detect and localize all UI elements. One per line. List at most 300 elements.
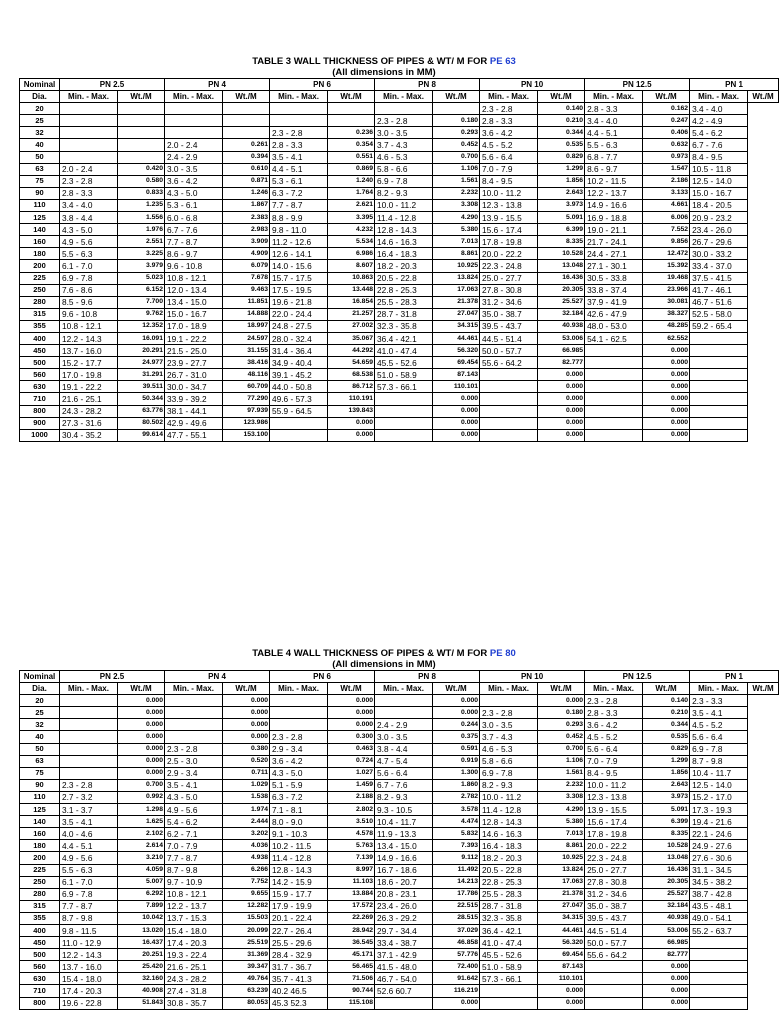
weight-per-meter-cell: 22.269	[328, 912, 375, 924]
thickness-range-cell: 27.8 - 30.8	[480, 284, 538, 296]
nominal-dia-cell: 125	[20, 212, 60, 224]
weight-per-meter-cell: 36.545	[328, 937, 375, 949]
thickness-range-cell: 23.9 - 27.7	[165, 357, 223, 369]
thickness-range-cell: 21.6 - 25.1	[60, 393, 118, 405]
thickness-range-cell: 13.9 - 15.5	[480, 212, 538, 224]
weight-per-meter-cell: 0.000	[643, 961, 690, 973]
thickness-range-cell	[480, 417, 538, 429]
weight-per-meter-cell: 16.854	[328, 296, 375, 308]
thickness-range-cell	[585, 961, 643, 973]
thickness-range-cell	[165, 707, 223, 719]
thickness-range-cell	[60, 139, 118, 151]
weight-per-meter-cell: 23.966	[643, 284, 690, 296]
weight-per-meter-cell: 1.240	[328, 175, 375, 187]
thickness-range-cell: 13.7 - 16.0	[60, 961, 118, 973]
weight-per-meter-cell: 31.369	[223, 949, 270, 961]
weight-per-meter-cell: 0.354	[328, 139, 375, 151]
thickness-range-cell: 3.0 - 3.5	[375, 127, 433, 139]
thickness-range-cell: 12.2 - 13.7	[585, 187, 643, 199]
thickness-range-cell: 5.8 - 6.6	[375, 163, 433, 175]
weight-per-meter-cell: 32.184	[643, 900, 690, 912]
thickness-range-cell: 55.6 - 64.2	[585, 949, 643, 961]
thickness-range-cell	[690, 357, 748, 369]
thickness-range-cell: 6.2 - 7.1	[165, 828, 223, 840]
thickness-range-cell: 13.4 - 15.0	[375, 840, 433, 852]
weight-per-meter-cell: 0.919	[433, 755, 480, 767]
thickness-range-cell: 5.3 - 6.1	[165, 199, 223, 211]
weight-per-meter-cell: 31.291	[118, 369, 165, 381]
weight-per-meter-cell: 1.027	[328, 767, 375, 779]
weight-per-meter-cell: 0.000	[538, 985, 585, 997]
thickness-range-cell: 7.7 - 8.7	[60, 900, 118, 912]
thickness-range-cell: 14.6 - 16.3	[375, 236, 433, 248]
thickness-range-cell: 2.3 - 2.8	[60, 779, 118, 791]
thickness-range-cell	[585, 973, 643, 985]
thickness-range-cell: 17.8 - 19.8	[585, 828, 643, 840]
thickness-range-cell: 6.7 - 7.6	[690, 139, 748, 151]
thickness-range-cell: 8.0 - 9.0	[270, 816, 328, 828]
thickness-range-cell	[375, 393, 433, 405]
thickness-range-cell: 50.0 - 57.7	[585, 937, 643, 949]
thickness-range-cell: 25.5 - 28.3	[375, 296, 433, 308]
thickness-range-cell	[60, 767, 118, 779]
thickness-range-cell: 15.4 - 18.0	[165, 924, 223, 936]
table-3	[19, 78, 779, 442]
thickness-range-cell: 12.5 - 14.0	[690, 175, 748, 187]
thickness-range-cell: 17.4 - 20.3	[165, 937, 223, 949]
weight-per-meter-cell: 44.461	[433, 332, 480, 344]
thickness-range-cell: 41.7 - 46.1	[690, 284, 748, 296]
column-group-header: PN 4	[165, 79, 270, 91]
weight-per-meter-cell: 14.213	[433, 876, 480, 888]
weight-per-meter-cell: 0.973	[643, 151, 690, 163]
weight-per-meter-cell: 16.436	[538, 272, 585, 284]
table-row	[20, 876, 779, 888]
weight-per-meter-cell: 97.939	[223, 405, 270, 417]
thickness-range-cell: 20.5 - 22.8	[480, 864, 538, 876]
thickness-range-cell: 47.7 - 55.1	[165, 429, 223, 441]
column-header-range: Min. - Max.	[585, 91, 643, 103]
thickness-range-cell: 35.7 - 41.3	[270, 973, 328, 985]
table-row	[20, 743, 779, 755]
thickness-range-cell: 15.6 - 17.4	[585, 816, 643, 828]
weight-per-meter-cell: 13.448	[328, 284, 375, 296]
thickness-range-cell: 36.4 - 42.1	[480, 924, 538, 936]
weight-per-meter-cell: 0.000	[328, 695, 375, 707]
thickness-range-cell	[480, 985, 538, 997]
thickness-range-cell: 3.4 - 4.0	[60, 199, 118, 211]
weight-per-meter-cell: 13.824	[433, 272, 480, 284]
weight-per-meter-cell: 1.856	[538, 175, 585, 187]
nominal-dia-cell: 25	[20, 115, 60, 127]
nominal-dia-cell: 400	[20, 332, 60, 344]
weight-per-meter-cell: 2.782	[433, 791, 480, 803]
weight-per-meter-cell: 8.997	[328, 864, 375, 876]
nominal-dia-cell: 710	[20, 985, 60, 997]
thickness-range-cell: 17.8 - 19.8	[480, 236, 538, 248]
weight-per-meter-cell	[118, 103, 165, 115]
column-header-range: Min. - Max.	[690, 91, 748, 103]
thickness-range-cell	[480, 393, 538, 405]
thickness-range-cell	[270, 429, 328, 441]
weight-per-meter-cell: 1.625	[118, 816, 165, 828]
thickness-range-cell: 13.7 - 15.3	[165, 912, 223, 924]
weight-per-meter-cell: 110.101	[538, 973, 585, 985]
weight-per-meter-cell: 16.437	[118, 937, 165, 949]
thickness-range-cell: 54.1 - 62.5	[585, 332, 643, 344]
thickness-range-cell	[60, 707, 118, 719]
thickness-range-cell: 17.0 - 19.8	[60, 369, 118, 381]
thickness-range-cell: 7.7 - 8.7	[165, 852, 223, 864]
weight-per-meter-cell: 4.578	[328, 828, 375, 840]
thickness-range-cell: 23.4 - 26.0	[375, 900, 433, 912]
thickness-range-cell: 55.2 - 63.7	[690, 924, 748, 936]
weight-per-meter-cell: 0.535	[538, 139, 585, 151]
weight-per-meter-cell: 51.843	[118, 997, 165, 1009]
weight-per-meter-cell: 0.000	[328, 429, 375, 441]
column-header-weight: Wt./M	[223, 683, 270, 695]
weight-per-meter-cell: 48.285	[643, 320, 690, 332]
thickness-range-cell: 4.6 - 5.3	[480, 743, 538, 755]
weight-per-meter-cell: 123.986	[223, 417, 270, 429]
thickness-range-cell	[585, 405, 643, 417]
weight-per-meter-cell	[223, 127, 270, 139]
subheader-row	[20, 683, 779, 695]
thickness-range-cell: 51.0 - 58.9	[480, 961, 538, 973]
table-row	[20, 199, 779, 211]
weight-per-meter-cell: 0.000	[643, 393, 690, 405]
weight-per-meter-cell	[223, 103, 270, 115]
thickness-range-cell: 8.4 - 9.5	[480, 175, 538, 187]
thickness-range-cell: 28.4 - 32.9	[270, 949, 328, 961]
weight-per-meter-cell: 3.973	[538, 199, 585, 211]
weight-per-meter-cell: 7.752	[223, 876, 270, 888]
column-header-weight: Wt./M	[118, 91, 165, 103]
weight-per-meter-cell: 0.000	[643, 369, 690, 381]
weight-per-meter-cell: 0.344	[643, 719, 690, 731]
thickness-range-cell	[270, 719, 328, 731]
weight-per-meter-cell: 0.463	[328, 743, 375, 755]
weight-per-meter-cell: 24.597	[223, 332, 270, 344]
thickness-range-cell: 12.2 - 13.7	[165, 900, 223, 912]
thickness-range-cell: 31.4 - 36.4	[270, 345, 328, 357]
thickness-range-cell: 6.3 - 7.2	[270, 187, 328, 199]
thickness-range-cell	[60, 103, 118, 115]
thickness-range-cell: 37.9 - 41.9	[585, 296, 643, 308]
table-row	[20, 828, 779, 840]
thickness-range-cell: 9.1 - 10.3	[270, 828, 328, 840]
thickness-range-cell: 8.6 - 9.7	[165, 248, 223, 260]
thickness-range-cell: 6.7 - 7.6	[375, 779, 433, 791]
weight-per-meter-cell: 11.492	[433, 864, 480, 876]
thickness-range-cell: 2.3 - 2.8	[165, 743, 223, 755]
thickness-range-cell: 46.7 - 51.6	[690, 296, 748, 308]
weight-per-meter-cell: 38.327	[643, 308, 690, 320]
nominal-dia-cell: 75	[20, 175, 60, 187]
column-group-header: PN 1	[690, 671, 779, 683]
thickness-range-cell: 16.4 - 18.3	[480, 840, 538, 852]
table-row	[20, 924, 779, 936]
weight-per-meter-cell: 1.106	[433, 163, 480, 175]
thickness-range-cell: 4.7 - 5.4	[375, 755, 433, 767]
nominal-dia-cell: 250	[20, 284, 60, 296]
thickness-range-cell: 12.3 - 13.8	[585, 791, 643, 803]
weight-per-meter-cell: 8.861	[538, 840, 585, 852]
weight-per-meter-cell: 10.925	[433, 260, 480, 272]
weight-per-meter-cell: 1.300	[433, 767, 480, 779]
thickness-range-cell: 2.3 - 2.8	[480, 103, 538, 115]
weight-per-meter-cell: 0.992	[118, 791, 165, 803]
thickness-range-cell	[375, 417, 433, 429]
weight-per-meter-cell: 0.293	[538, 719, 585, 731]
column-header-range: Min. - Max.	[60, 683, 118, 695]
table-row	[20, 284, 779, 296]
weight-per-meter-cell: 9.655	[223, 888, 270, 900]
column-group-header: PN 2.5	[60, 671, 165, 683]
thickness-range-cell: 20.1 - 22.4	[270, 912, 328, 924]
thickness-range-cell: 2.9 - 3.4	[165, 767, 223, 779]
table-4-subtitle: (All dimensions in MM)	[332, 659, 436, 670]
weight-per-meter-cell: 0.180	[538, 707, 585, 719]
weight-per-meter-cell: 13.048	[643, 852, 690, 864]
weight-per-meter-cell: 25.527	[538, 296, 585, 308]
thickness-range-cell: 2.3 - 2.8	[480, 707, 538, 719]
table-row	[20, 103, 779, 115]
thickness-range-cell	[585, 369, 643, 381]
weight-per-meter-cell: 9.762	[118, 308, 165, 320]
thickness-range-cell: 13.9 - 15.5	[585, 804, 643, 816]
weight-per-meter-cell: 0.000	[433, 997, 480, 1009]
thickness-range-cell: 11.4 - 12.8	[270, 852, 328, 864]
weight-per-meter-cell: 54.659	[328, 357, 375, 369]
thickness-range-cell: 3.7 - 4.3	[480, 731, 538, 743]
weight-per-meter-cell: 1.299	[538, 163, 585, 175]
table-3-title: TABLE 3 WALL THICKNESS OF PIPES & WT/ M FOR PE 63	[252, 56, 516, 67]
nominal-dia-cell: 25	[20, 707, 60, 719]
weight-per-meter-cell: 10.925	[538, 852, 585, 864]
thickness-range-cell: 28.7 - 31.8	[375, 308, 433, 320]
thickness-range-cell: 3.4 - 4.0	[690, 103, 748, 115]
weight-per-meter-cell: 13.824	[538, 864, 585, 876]
column-header-range: Min. - Max.	[270, 91, 328, 103]
column-header-dia: Dia.	[20, 91, 60, 103]
column-header-range: Min. - Max.	[270, 683, 328, 695]
weight-per-meter-cell: 40.938	[643, 912, 690, 924]
thickness-range-cell: 5.5 - 6.3	[60, 864, 118, 876]
weight-per-meter-cell: 0.000	[433, 429, 480, 441]
weight-per-meter-cell: 0.140	[538, 103, 585, 115]
thickness-range-cell: 17.3 - 19.3	[690, 804, 748, 816]
table-row	[20, 345, 779, 357]
weight-per-meter-cell: 0.000	[643, 357, 690, 369]
weight-per-meter-cell: 44.461	[538, 924, 585, 936]
thickness-range-cell: 19.4 - 21.6	[690, 816, 748, 828]
weight-per-meter-cell: 48.116	[223, 369, 270, 381]
thickness-range-cell	[690, 405, 748, 417]
weight-per-meter-cell: 12.472	[643, 248, 690, 260]
thickness-range-cell: 15.2 - 17.0	[690, 791, 748, 803]
column-group-header: PN 6	[270, 671, 375, 683]
weight-per-meter-cell: 86.712	[328, 381, 375, 393]
thickness-range-cell: 34.5 - 38.2	[690, 876, 748, 888]
weight-per-meter-cell: 0.869	[328, 163, 375, 175]
thickness-range-cell	[165, 127, 223, 139]
weight-per-meter-cell: 0.000	[433, 393, 480, 405]
nominal-dia-cell: 560	[20, 961, 60, 973]
weight-per-meter-cell: 11.103	[328, 876, 375, 888]
thickness-range-cell	[690, 973, 748, 985]
thickness-range-cell: 2.3 - 2.8	[270, 731, 328, 743]
weight-per-meter-cell: 0.000	[118, 695, 165, 707]
weight-per-meter-cell: 56.320	[433, 345, 480, 357]
thickness-range-cell: 25.5 - 29.6	[270, 937, 328, 949]
weight-per-meter-cell: 1.976	[118, 224, 165, 236]
nominal-dia-cell: 63	[20, 755, 60, 767]
weight-per-meter-cell: 17.786	[433, 888, 480, 900]
weight-per-meter-cell: 0.871	[223, 175, 270, 187]
thickness-range-cell: 39.5 - 43.7	[585, 912, 643, 924]
thickness-range-cell: 7.0 - 7.9	[165, 840, 223, 852]
weight-per-meter-cell: 9.112	[433, 852, 480, 864]
thickness-range-cell: 4.9 - 5.6	[60, 236, 118, 248]
thickness-range-cell: 3.5 - 4.1	[165, 779, 223, 791]
thickness-range-cell	[60, 115, 118, 127]
weight-per-meter-cell: 1.547	[643, 163, 690, 175]
thickness-range-cell: 2.7 - 3.2	[60, 791, 118, 803]
weight-per-meter-cell: 1.459	[328, 779, 375, 791]
thickness-range-cell	[375, 997, 433, 1009]
thickness-range-cell: 13.4 - 15.0	[165, 296, 223, 308]
nominal-dia-cell: 20	[20, 103, 60, 115]
thickness-range-cell: 39.1 - 45.2	[270, 369, 328, 381]
thickness-range-cell: 24.9 - 27.6	[690, 840, 748, 852]
thickness-range-cell: 2.8 - 3.3	[585, 707, 643, 719]
weight-per-meter-cell: 31.155	[223, 345, 270, 357]
weight-per-meter-cell: 71.506	[328, 973, 375, 985]
column-header-range: Min. - Max.	[375, 91, 433, 103]
table-row	[20, 755, 779, 767]
weight-per-meter-cell: 6.152	[118, 284, 165, 296]
table-row	[20, 260, 779, 272]
thickness-range-cell	[270, 695, 328, 707]
thickness-range-cell: 12.5 - 14.0	[690, 779, 748, 791]
table-row	[20, 779, 779, 791]
weight-per-meter-cell: 17.063	[538, 876, 585, 888]
column-header-weight: Wt./M	[433, 91, 480, 103]
thickness-range-cell: 7.7 - 8.7	[270, 199, 328, 211]
nominal-dia-cell: 280	[20, 888, 60, 900]
thickness-range-cell: 4.3 - 5.0	[60, 224, 118, 236]
thickness-range-cell: 3.5 - 4.1	[270, 151, 328, 163]
thickness-range-cell: 6.7 - 7.6	[165, 224, 223, 236]
nominal-dia-cell: 40	[20, 731, 60, 743]
nominal-dia-cell: 20	[20, 695, 60, 707]
thickness-range-cell: 12.8 - 14.3	[480, 816, 538, 828]
weight-per-meter-cell: 53.006	[538, 332, 585, 344]
thickness-range-cell: 10.0 - 11.2	[585, 779, 643, 791]
weight-per-meter-cell: 15.503	[223, 912, 270, 924]
weight-per-meter-cell: 8.607	[328, 260, 375, 272]
thickness-range-cell: 18.6 - 20.7	[375, 876, 433, 888]
column-header-range: Min. - Max.	[60, 91, 118, 103]
weight-per-meter-cell: 1.298	[118, 804, 165, 816]
table-row	[20, 115, 779, 127]
thickness-range-cell: 3.6 - 4.2	[270, 755, 328, 767]
weight-per-meter-cell: 34.315	[538, 912, 585, 924]
weight-per-meter-cell: 1.556	[118, 212, 165, 224]
thickness-range-cell: 9.7 - 10.9	[165, 876, 223, 888]
thickness-range-cell: 13.7 - 16.0	[60, 345, 118, 357]
thickness-range-cell: 15.0 - 16.7	[690, 187, 748, 199]
thickness-range-cell	[690, 949, 748, 961]
weight-per-meter-cell: 37.029	[433, 924, 480, 936]
nominal-dia-cell: 355	[20, 320, 60, 332]
thickness-range-cell: 8.2 - 9.3	[480, 779, 538, 791]
thickness-range-cell: 22.1 - 24.6	[690, 828, 748, 840]
weight-per-meter-cell: 0.000	[433, 417, 480, 429]
weight-per-meter-cell: 7.552	[643, 224, 690, 236]
weight-per-meter-cell: 49.764	[223, 973, 270, 985]
weight-per-meter-cell: 45.171	[328, 949, 375, 961]
weight-per-meter-cell: 0.580	[118, 175, 165, 187]
thickness-range-cell: 3.6 - 4.2	[585, 719, 643, 731]
table-row	[20, 816, 779, 828]
weight-per-meter-cell: 1.856	[643, 767, 690, 779]
nominal-dia-cell: 225	[20, 272, 60, 284]
thickness-range-cell: 30.4 - 35.2	[60, 429, 118, 441]
weight-per-meter-cell: 3.308	[433, 199, 480, 211]
weight-per-meter-cell: 0.700	[433, 151, 480, 163]
thickness-range-cell: 8.2 - 9.3	[375, 791, 433, 803]
weight-per-meter-cell: 3.973	[643, 791, 690, 803]
weight-per-meter-cell: 2.383	[223, 212, 270, 224]
table-row	[20, 719, 779, 731]
thickness-range-cell: 31.1 - 34.5	[690, 864, 748, 876]
table-row	[20, 357, 779, 369]
weight-per-meter-cell: 0.293	[433, 127, 480, 139]
weight-per-meter-cell: 4.909	[223, 248, 270, 260]
weight-per-meter-cell: 99.614	[118, 429, 165, 441]
thickness-range-cell: 2.8 - 3.3	[60, 187, 118, 199]
thickness-range-cell: 11.9 - 13.3	[375, 828, 433, 840]
thickness-range-cell	[270, 417, 328, 429]
weight-per-meter-cell: 10.528	[538, 248, 585, 260]
thickness-range-cell: 17.5 - 19.5	[270, 284, 328, 296]
thickness-range-cell: 3.1 - 3.7	[60, 804, 118, 816]
nominal-dia-cell: 75	[20, 767, 60, 779]
column-header-range: Min. - Max.	[165, 683, 223, 695]
weight-per-meter-cell: 30.081	[643, 296, 690, 308]
thickness-range-cell: 8.4 - 9.5	[585, 767, 643, 779]
thickness-range-cell: 6.9 - 7.8	[60, 888, 118, 900]
thickness-range-cell	[480, 997, 538, 1009]
thickness-range-cell: 41.0 - 47.4	[480, 937, 538, 949]
thickness-range-cell: 37.5 - 41.5	[690, 272, 748, 284]
weight-per-meter-cell: 4.059	[118, 864, 165, 876]
thickness-range-cell: 33.9 - 39.2	[165, 393, 223, 405]
nominal-dia-cell: 800	[20, 405, 60, 417]
weight-per-meter-cell: 17.572	[328, 900, 375, 912]
weight-per-meter-cell: 57.776	[433, 949, 480, 961]
thickness-range-cell: 22.3 - 24.8	[480, 260, 538, 272]
thickness-range-cell: 52.5 - 58.0	[690, 308, 748, 320]
table-row	[20, 272, 779, 284]
thickness-range-cell: 4.5 - 5.2	[585, 731, 643, 743]
weight-per-meter-cell: 11.851	[223, 296, 270, 308]
weight-per-meter-cell: 0.394	[223, 151, 270, 163]
weight-per-meter-cell	[223, 115, 270, 127]
weight-per-meter-cell: 0.711	[223, 767, 270, 779]
